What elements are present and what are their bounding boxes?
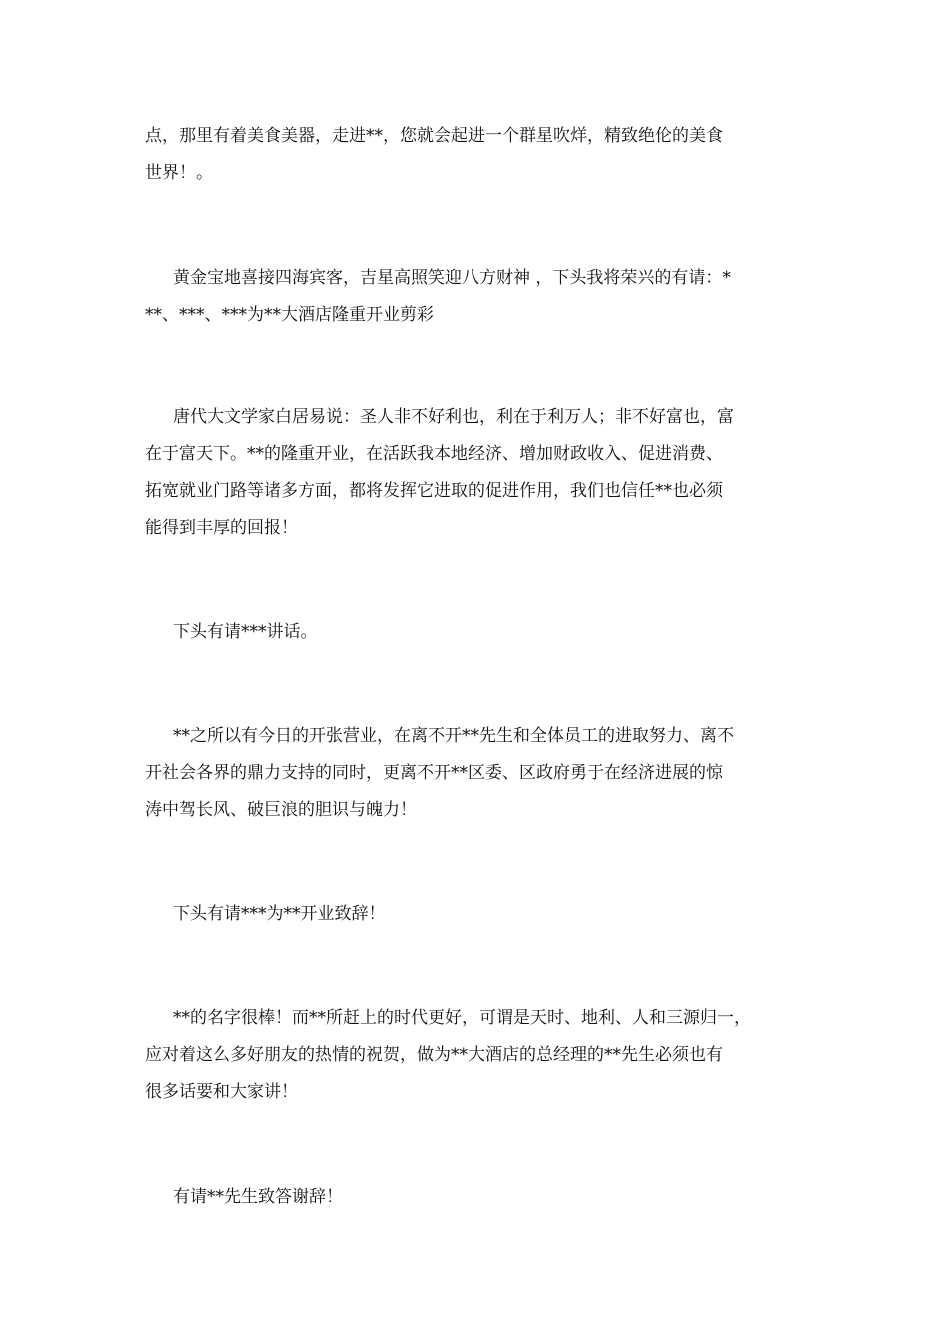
paragraph-line: 下头有请***为**开业致辞！	[173, 904, 386, 924]
paragraph-line: 下头有请***讲话。	[173, 622, 318, 642]
paragraph-4	[145, 614, 810, 651]
paragraph-line: 应对着这么多好朋友的热情的祝贺，做为**大酒店的总经理的**先生必须也有	[145, 1045, 723, 1065]
paragraph-6	[145, 896, 810, 933]
paragraph-line: **、***、***为**大酒店隆重开业剪彩	[145, 305, 434, 325]
paragraph-3	[145, 399, 810, 547]
paragraph-7	[145, 1000, 810, 1111]
paragraph-line: **的名字很棒！而**所赶上的时代更好，可谓是天时、地利、人和三源归一，	[173, 1008, 751, 1028]
paragraph-line: **之所以有今日的开张营业，在离不开**先生和全体员工的进取努力、离不	[173, 726, 734, 746]
paragraph-line: 能得到丰厚的回报！	[145, 518, 298, 538]
paragraph-line: 开社会各界的鼎力支持的同时，更离不开**区委、区政府勇于在经济进展的惊	[145, 763, 723, 783]
paragraph-line: 很多话要和大家讲！	[145, 1082, 298, 1102]
paragraph-line: 有请**先生致答谢辞！	[173, 1187, 343, 1207]
paragraph-line: 世界！。	[145, 163, 213, 183]
paragraph-line: 涛中驾长风、破巨浪的胆识与魄力！	[145, 800, 417, 820]
paragraph-2	[145, 260, 810, 334]
paragraph-5	[145, 718, 810, 829]
paragraph-8	[145, 1179, 810, 1216]
paragraph-line: 唐代大文学家白居易说：圣人非不好利也，利在于利万人；非不好富也，富	[173, 407, 734, 427]
paragraph-line: 拓宽就业门路等诸多方面，都将发挥它进取的促进作用，我们也信任**也必须	[145, 481, 723, 501]
paragraph-1	[145, 118, 810, 192]
paragraph-line: 在于富天下。**的隆重开业，在活跃我本地经济、增加财政收入、促进消费、	[145, 444, 723, 464]
paragraph-line: 点，那里有着美食美器，走进**，您就会起进一个群星吹烊，精致绝伦的美食	[145, 126, 723, 146]
paragraph-line: 黄金宝地喜接四海宾客，吉星高照笑迎八方财神 ，下头我将荣兴的有请：*	[173, 268, 731, 288]
